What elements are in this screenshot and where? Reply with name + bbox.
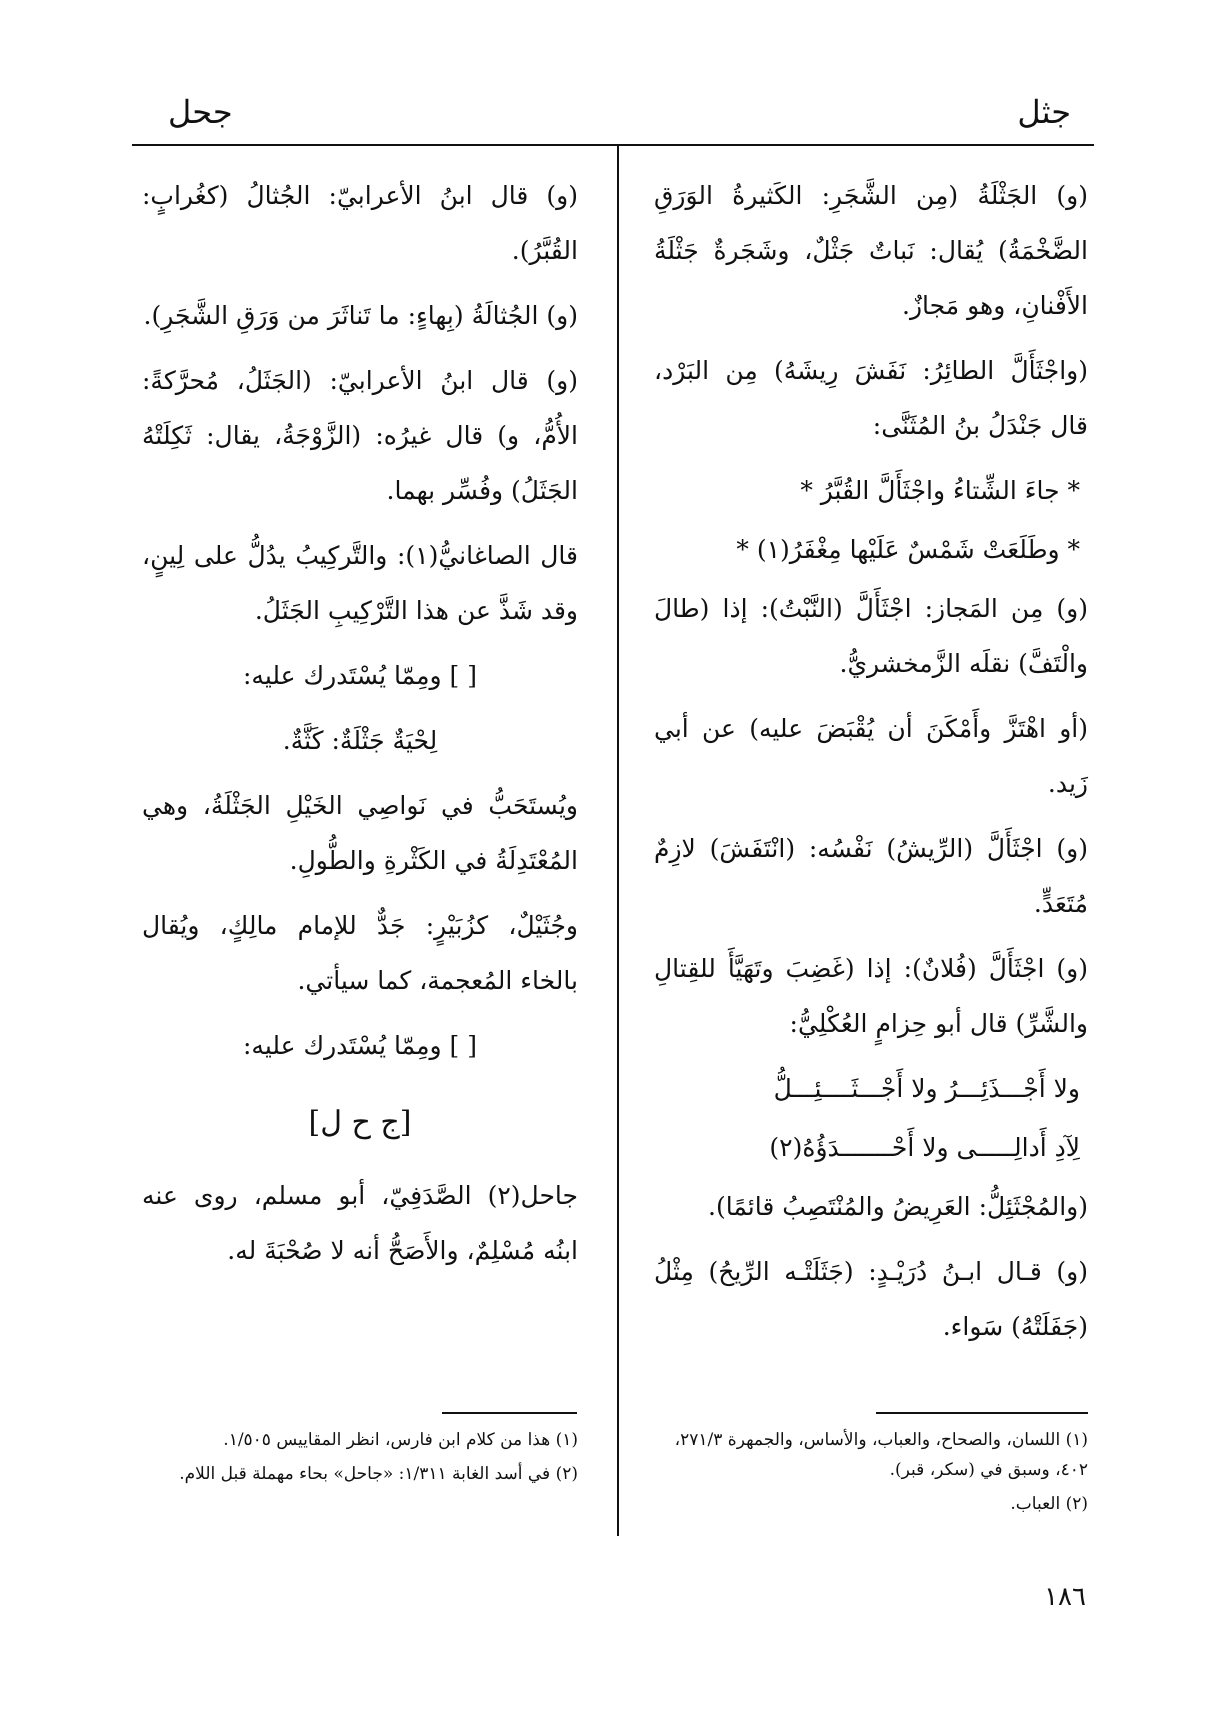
paragraph: (و) مِن المَجاز: اجْثَأَلَّ (النَّبْتُ): إذا (طالَ والْتَفَّ) نقلَه الزَّمخشريُّ. — [654, 594, 1088, 678]
header-rule — [132, 144, 1094, 146]
paragraph: لِحْيَةٌ جَثْلَةٌ: كَثَّةٌ. — [282, 726, 438, 755]
paragraph: (و) اجْثَأَلَّ (الرِّيشُ) نَفْسُه: (انْتَفَشَ) لازِمٌ مُتَعَدٍّ. — [654, 834, 1088, 918]
paragraph: (و) اجْثَأَلَّ (فُلانٌ): إذا (غَضِبَ وتَهَيَّأَ للقِتالِ والشَّرِّ) قال أبو حِزامٍ العُكْلِيُّ: — [654, 954, 1088, 1038]
verse-line: لِآدِ أَدالِـــــى ولا أَحْـــــــدَؤُهُ(٢) — [769, 1133, 1080, 1162]
left-column — [142, 168, 578, 1288]
column-divider — [617, 144, 619, 1536]
paragraph: (والمُجْثَئِلُّ: العَرِيضُ والمُنْتَصِبُ قائمًا). — [708, 1192, 1088, 1221]
footnote: (١) هذا من كلام ابن فارس، انظر المقاييس ١/٥٠٥. — [223, 1430, 578, 1450]
running-head-left: جحل — [168, 93, 233, 131]
paragraph: (و) الجَثْلَةُ (مِن الشَّجَرِ: الكَثيرةُ الوَرَقِ الضَّخْمَةُ) يُقال: نَباتٌ جَثْلٌ، وشَجَرةٌ جَثْلَةُ الأَفْنانِ، وهو مَجازٌ. — [654, 181, 1088, 320]
verse-line: * وطَلَعَتْ شَمْسٌ عَلَيْها مِغْفَرُ(١) * — [736, 535, 1080, 564]
footnotes-left — [142, 1425, 578, 1493]
page-number: ١٨٦ — [1044, 1582, 1086, 1612]
paragraph: (و) قال ابنُ الأعرابيّ: (الجَثَلُ، مُحرَّكةً: الأُمُّ، و) قال غيرُه: (الزَّوْجَةُ، يقال: ثَكِلَتْهُ الجَثَلُ) وفُسِّر بهما. — [142, 366, 578, 505]
entry-heading: [ج ح ل] — [308, 1105, 412, 1140]
paragraph: (واجْثَأَلَّ الطائِرُ: نَفَشَ رِيشَهُ) مِن البَرْد، قال جَنْدَلُ بنُ المُثَنَّى: — [654, 356, 1088, 440]
footnote: (١) اللسان، والصحاح، والعباب، والأساس، والجمهرة ٢٧١/٣، ٤٠٢، وسبق في (سكر، قبر). — [674, 1430, 1088, 1480]
footnote: (٢) العباب. — [1010, 1494, 1088, 1514]
verse-line: ولا أَجْـــذَئِـــرُ ولا أَجْـــثَــــئِـــلُّ — [773, 1074, 1080, 1103]
addendum-note: [ ] ومِمّا يُسْتَدرك عليه: — [243, 661, 477, 690]
paragraph: (أو اهْتَزَّ وأَمْكَنَ أن يُقْبَضَ عليه) عن أبي زَيد. — [654, 714, 1088, 798]
paragraph: (و) قال ابنُ الأعرابيّ: الجُثالُ (كغُرابٍ: القُبَّرُ). — [142, 181, 578, 265]
footnote-rule-right — [876, 1412, 1088, 1414]
footnote: (٢) في أسد الغابة ١/٣١١: «جاحل» بحاء مهملة قبل اللام. — [179, 1464, 578, 1484]
footnote-rule-left — [442, 1412, 577, 1414]
verse-line: * جاءَ الشِّتاءُ واجْثَأَلَّ القُبَّرُ * — [800, 476, 1080, 505]
addendum-note: [ ] ومِمّا يُسْتَدرك عليه: — [243, 1031, 477, 1060]
paragraph: (و) الجُثالَةُ (بِهاءٍ: ما تَناثَرَ من وَرَقِ الشَّجَرِ). — [143, 301, 578, 330]
right-column — [654, 168, 1088, 1364]
footnotes-right — [648, 1425, 1088, 1523]
paragraph: وجُثَيْلٌ، كزُبَيْرٍ: جَدٌّ للإمام مالِكٍ، ويُقال بالخاء المُعجمة، كما سيأتي. — [142, 911, 578, 995]
paragraph: جاحل(٢) الصَّدَفِيّ، أبو مسلم، روى عنه ابنُه مُسْلِمٌ، والأَصَحُّ أنه لا صُحْبَةَ له. — [142, 1181, 578, 1265]
paragraph: (و) قـال ابـنُ دُرَيْـدٍ: (جَثَلَتْـه الرِّيحُ) مِثْلُ (جَفَلَتْهُ) سَواء. — [654, 1257, 1088, 1341]
paragraph: قال الصاغانيُّ(١): والتَّركِيبُ يدُلُّ على لِينٍ، وقد شَذَّ عن هذا التَّرْكِيبِ الجَثَلُ. — [142, 541, 579, 625]
paragraph: ويُستَحَبُّ في نَواصِي الخَيْلِ الجَثْلَةُ، وهي المُعْتَدِلَةُ في الكَثْرةِ والطُّولِ. — [142, 791, 578, 875]
running-head-right: جثل — [1017, 93, 1071, 131]
